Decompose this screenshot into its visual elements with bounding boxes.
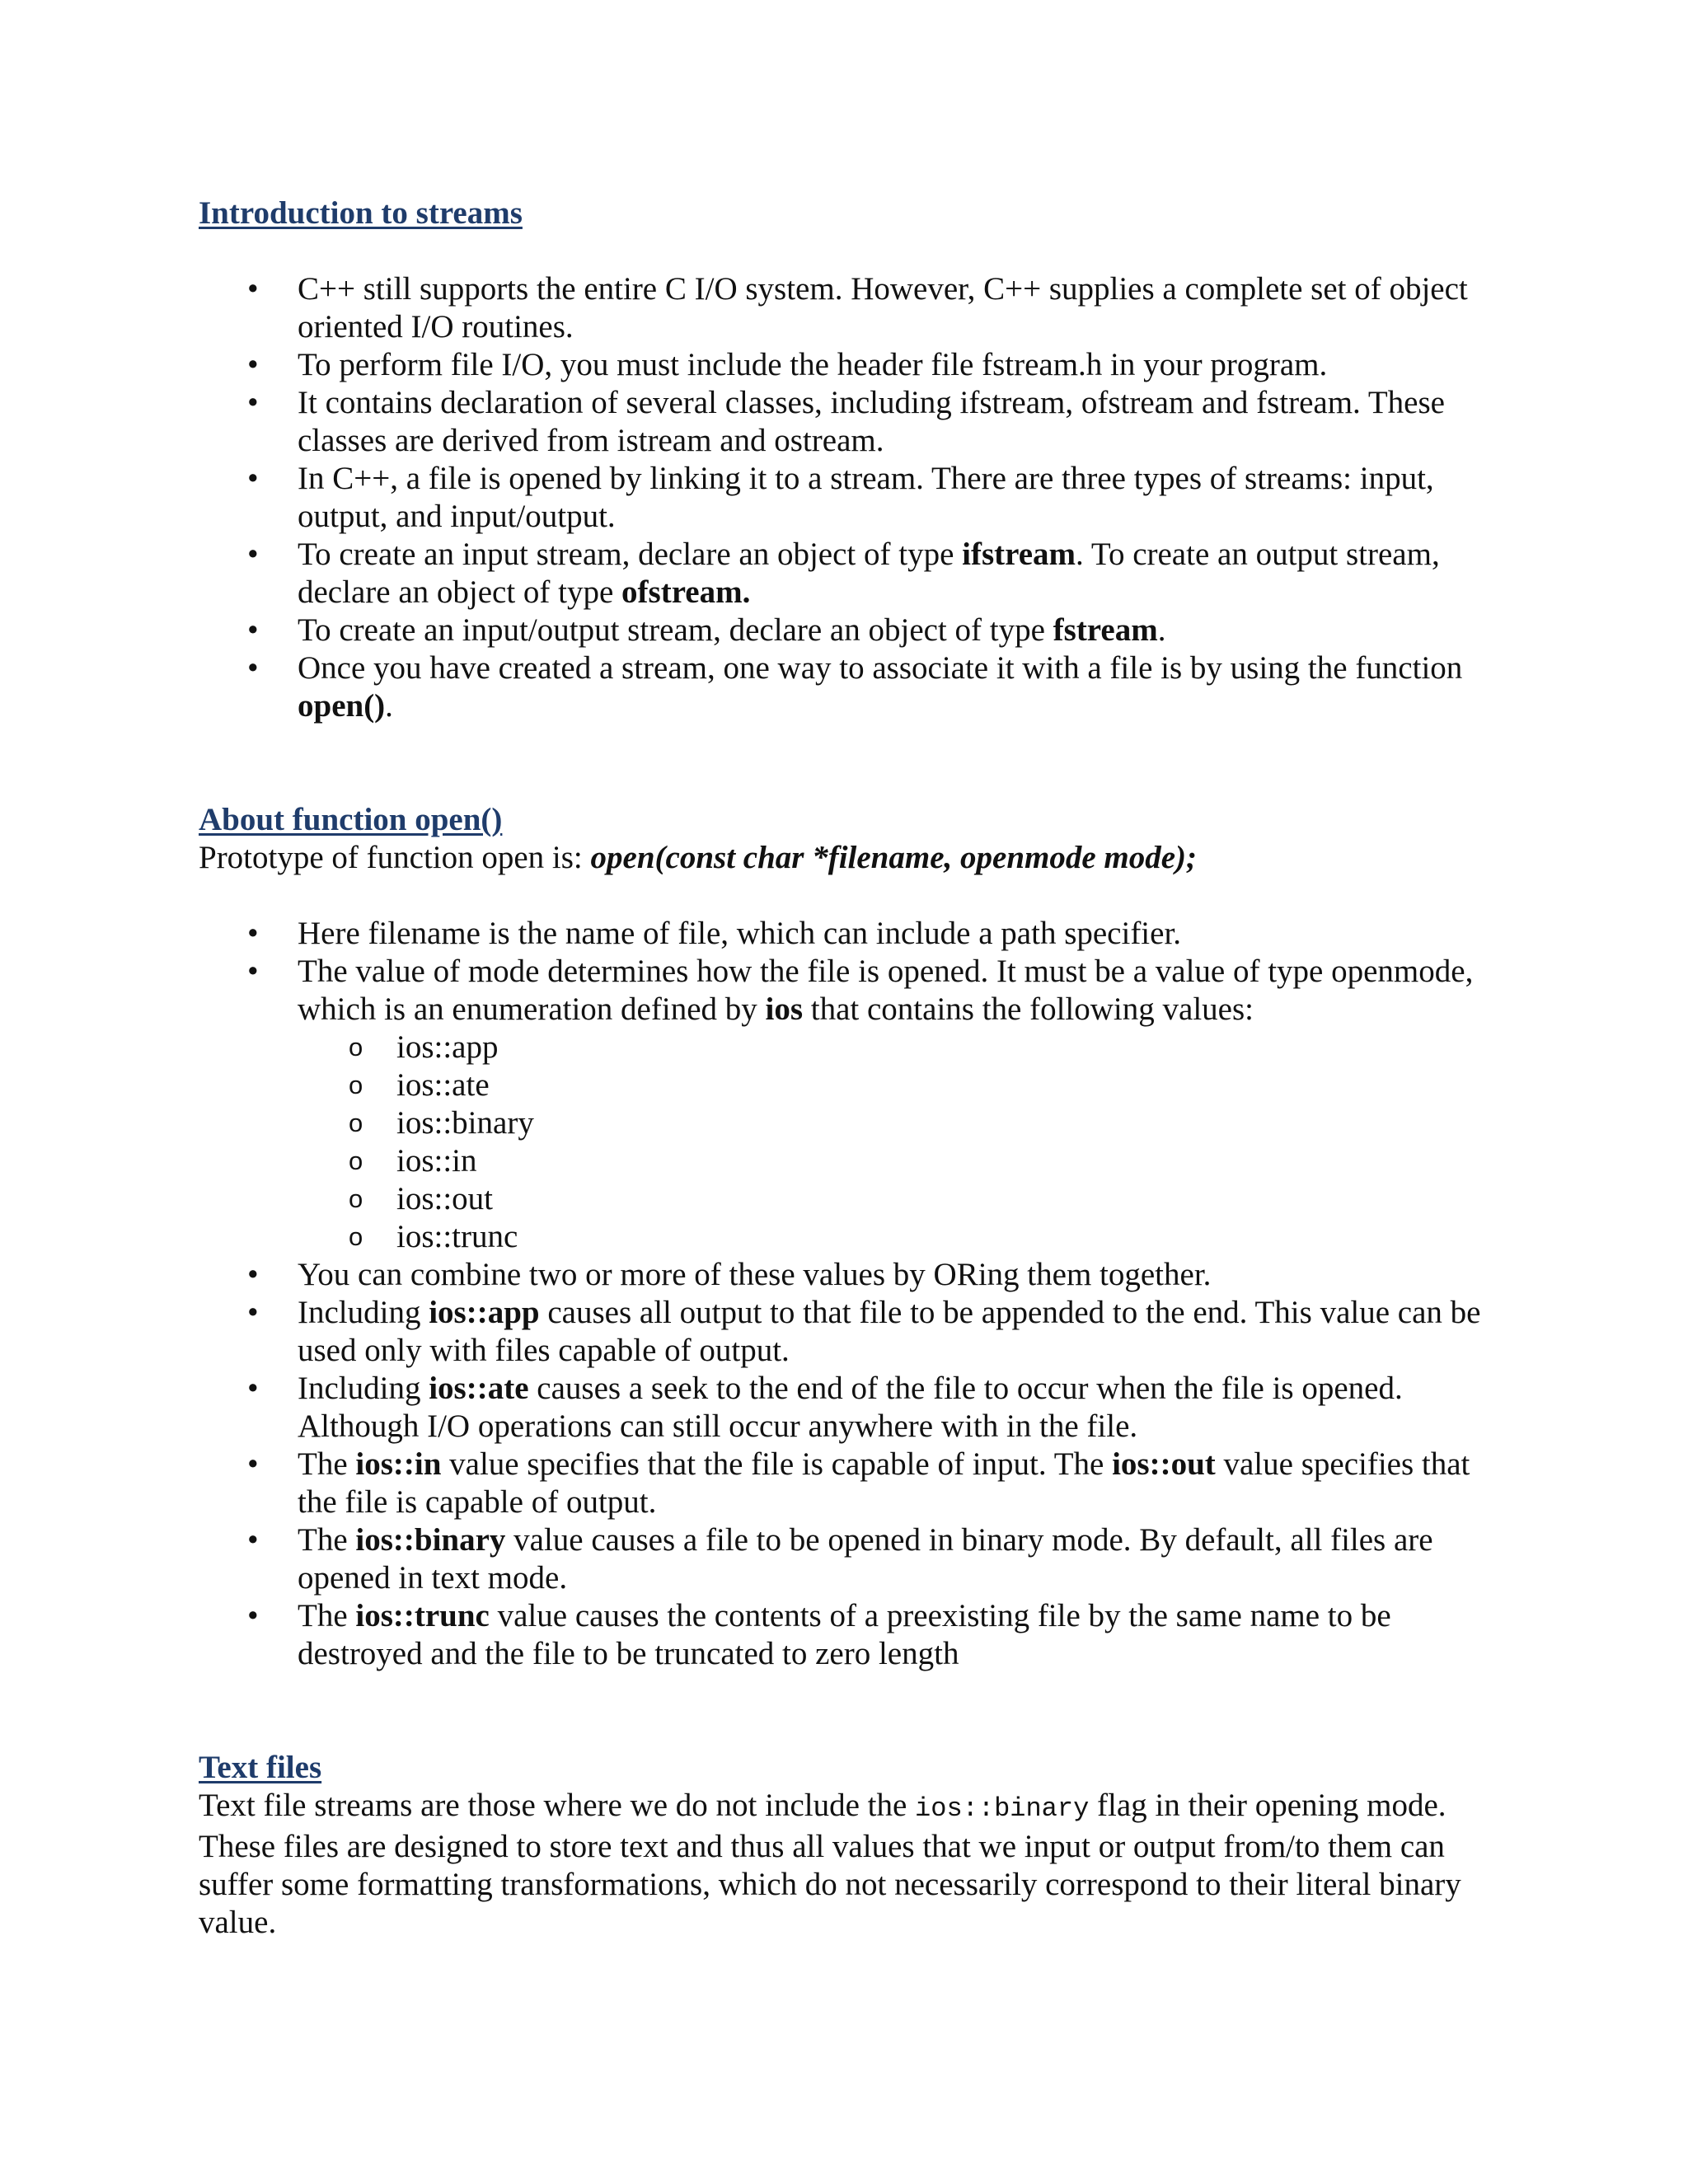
keyword: ios::app	[429, 1295, 540, 1330]
text-run: causes a seek to the end of the file to occur when the file is opened. Although I/O operations can still occur anywhere with in the file.	[298, 1371, 1403, 1444]
prototype-code: open(const char *filename, openmode mode);	[590, 840, 1198, 875]
text-run: To create an input/output stream, declare an object of type	[298, 612, 1053, 648]
keyword: open()	[298, 688, 386, 724]
keyword: ios::in	[355, 1446, 442, 1482]
text-run: The	[298, 1446, 356, 1482]
text-run: . To create an output stream, declare an object of type	[298, 537, 1440, 610]
text-files-paragraph	[199, 1787, 1509, 1942]
text-run: value specifies that the file is capable of input. The	[441, 1446, 1113, 1482]
text-run: Including	[298, 1295, 429, 1330]
list-item	[298, 953, 1509, 1256]
keyword: ios::ate	[429, 1371, 529, 1406]
list-item	[298, 536, 1509, 612]
list-item	[298, 1294, 1509, 1370]
heading-about-function-open: About function open()	[199, 802, 503, 837]
list-item: • To perform file I/O, you must include the header file fstream.h in your program.	[298, 346, 1509, 384]
keyword: ios::binary	[355, 1522, 506, 1558]
text-run: value causes the contents of a preexisting file by the same name to be destroyed and the file to be truncated to zero length	[298, 1598, 1391, 1671]
text-run: value causes a file to be opened in binary mode. By default, all files are opened in text mode.	[298, 1522, 1433, 1596]
list-item	[298, 612, 1509, 649]
inline-code: ios::binary	[915, 1793, 1090, 1824]
text-run: Text file streams are those where we do not include the	[199, 1788, 916, 1823]
sub-list-item: o ios::trunc	[396, 1218, 1509, 1256]
list-item	[298, 649, 1509, 725]
text-run: The	[298, 1598, 356, 1633]
sub-list-item: o ios::in	[396, 1142, 1509, 1180]
heading-text-files: Text files	[199, 1750, 322, 1785]
list-item: • In C++, a file is opened by linking it to a stream. There are three types of streams: input, output, and input/output.	[298, 460, 1509, 536]
text-run: .	[385, 688, 393, 724]
openmode-values-list	[298, 1029, 1509, 1256]
list-item	[298, 1446, 1509, 1521]
document-page	[199, 194, 1509, 1942]
sub-list-item: o ios::out	[396, 1180, 1509, 1218]
list-item	[298, 1521, 1509, 1597]
text-run: To create an input stream, declare an object of type	[298, 537, 963, 572]
list-item: • Here filename is the name of file, which can include a path specifier.	[298, 915, 1509, 953]
text-run: that contains the following values:	[803, 991, 1254, 1027]
list-item	[298, 1370, 1509, 1446]
text-run: Prototype of function open is:	[199, 840, 591, 875]
text-run: value specifies that the file is capable of output.	[298, 1446, 1470, 1520]
intro-bullet-list	[199, 270, 1509, 725]
sub-list-item: o ios::app	[396, 1029, 1509, 1066]
keyword: fstream	[1053, 612, 1158, 648]
list-item	[298, 1597, 1509, 1673]
heading-introduction-to-streams: Introduction to streams	[199, 195, 523, 231]
sub-list-item: o ios::binary	[396, 1104, 1509, 1142]
text-run: causes all output to that file to be appended to the end. This value can be used only with files capable of output.	[298, 1295, 1481, 1368]
sub-list-item: o ios::ate	[396, 1066, 1509, 1104]
keyword: ios	[765, 991, 804, 1027]
keyword: ios::trunc	[355, 1598, 490, 1633]
text-run: Including	[298, 1371, 429, 1406]
list-item: • C++ still supports the entire C I/O system. However, C++ supplies a complete set of object oriented I/O routines.	[298, 270, 1509, 346]
text-run: Once you have created a stream, one way to associate it with a file is by using the function	[298, 650, 1463, 686]
text-run: .	[1157, 612, 1166, 648]
list-item: • It contains declaration of several classes, including ifstream, ofstream and fstream. These classes are derived from istream and ostream.	[298, 384, 1509, 460]
keyword: ofstream.	[621, 574, 751, 610]
keyword: ios::out	[1112, 1446, 1216, 1482]
list-item: • You can combine two or more of these values by ORing them together.	[298, 1256, 1509, 1294]
text-run: flag in their opening mode. These files are designed to store text and thus all values that we input or output from/to them can suffer some formatting transformations, which do not necessarily correspond to their literal binary value.	[199, 1788, 1461, 1940]
keyword: ifstream	[962, 537, 1076, 572]
text-run: The	[298, 1522, 356, 1558]
open-bullet-list	[199, 915, 1509, 1673]
prototype-line	[199, 839, 1509, 877]
text-run: The value of mode determines how the file is opened. It must be a value of type openmode, which is an enumeration defined by	[298, 954, 1474, 1027]
